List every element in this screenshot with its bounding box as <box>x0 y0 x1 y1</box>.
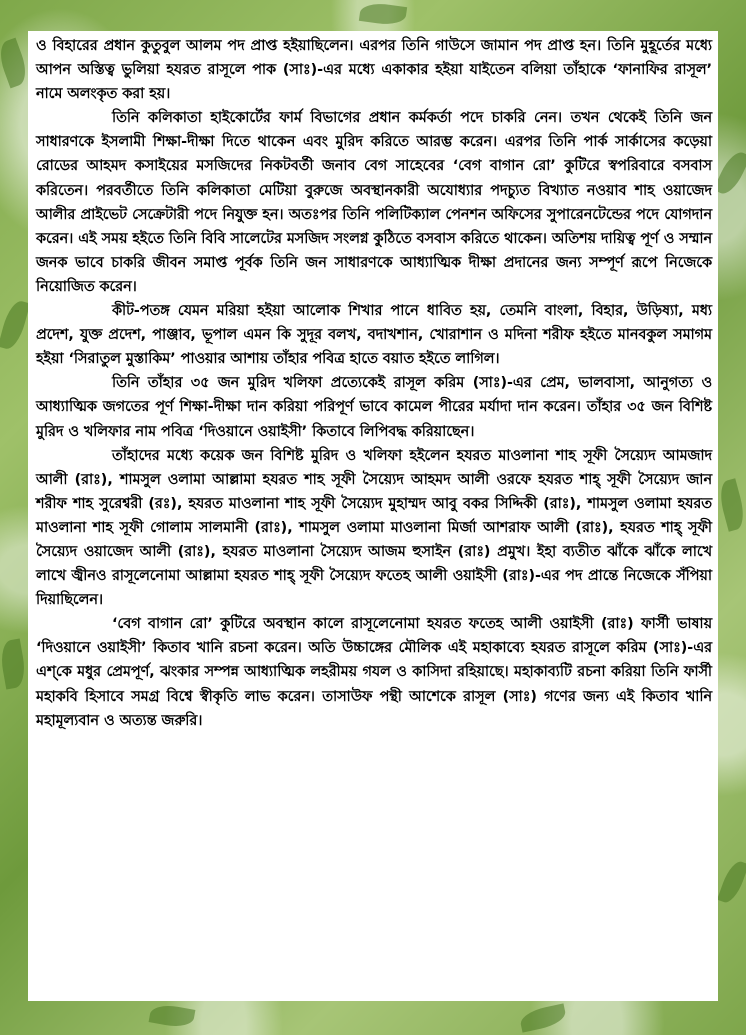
paragraph-4: তিনি তাঁহার ৩৫ জন মুরিদ খলিফা প্রত্যেকেই রাসূল করিম (সাঃ)-এর প্রেম, ভালবাসা, আনুগত্য ও আধ্যাত্মিক জগতের পূর্ণ শিক্ষা-দীক্ষা দান করিয়া পরিপূর্ণ ভাবে কামেল পীরের মর্যাদা দান করেন। তাঁহার ৩৫ জন বিশিষ্ট মুরিদ ও খলিফার নাম পবিত্র ‘দিওয়ানে ওয়াইসী’ কিতাবে লিপিবদ্ধ করিয়াছেন। <box>36 375 712 440</box>
document-page <box>28 31 718 1001</box>
leaf-decoration <box>0 38 31 89</box>
leaf-decoration <box>717 858 746 906</box>
leaf-decoration <box>359 1 407 27</box>
paragraph-3: কীট-পতঙ্গ যেমন মরিয়া হইয়া আলোক শিখার পানে ধাবিত হয়, তেমনি বাংলা, বিহার, উড়িষ্যা, মধ্য প্রদেশ, যুক্ত প্রদেশ, পাঞ্জাব, ভূপাল এমন কি সুদূর বলখ, বদাখশান, খোরাশান ও মদিনা শরীফ হইতে মানবকুল সমাগম হইয়া ‘সিরাতুল মুস্তাকিম’ পাওয়ার আশায় তাঁহার পবিত্র হাতে বয়াত হইতে লাগিল। <box>36 303 712 368</box>
paragraph-5: তাঁহাদের মধ্যে কয়েক জন বিশিষ্ট মুরিদ ও খলিফা হইলেন হযরত মাওলানা শাহ সূফী সৈয়্যেদ আমজাদ আলী (রাঃ), শামসুল ওলামা আল্লামা হযরত শাহ সূফী সৈয়্যেদ আহমদ আলী ওরফে হযরত শাহ্ সূফী সৈয়্যেদ জান শরীফ শাহ সুরেশ্বরী (রঃ), হযরত মাওলানা শাহ সূফী সৈয়্যেদ মুহাম্মদ আবু বকর সিদ্দিকী (রাঃ), শামসুল ওলামা হযরত মাওলানা শাহ সূফী গোলাম সালমানী (রাঃ), শামসুল ওলামা মাওলানা মির্জা আশরাফ আলী (রাঃ), হযরত শাহ্ সূফী সৈয়্যেদ ওয়াজেদ আলী (রাঃ), হযরত মাওলানা সৈয়্যেদ আজম হুসাইন (রাঃ) প্রমুখ। ইহা ব্যতীত ঝাঁকে ঝাঁকে লাখে লাখে জ্বীনও রাসূলেনোমা আল্লামা হযরত শাহ্ সূফী সৈয়্যেদ ফতেহ আলী ওয়াইসী (রাঃ)-এর পদ প্রান্তে নিজেকে সঁপিয়া দিয়াছিলেন। <box>36 447 712 609</box>
paragraph-2: তিনি কলিকাতা হাইকোর্টের ফার্ম বিভাগের প্রধান কর্মকর্তা পদে চাকরি নেন। তখন থেকেই তিনি জন সাধারণকে ইসলামী শিক্ষা-দীক্ষা দিতে থাকেন এবং মুরিদ করিতে আরম্ভ করেন। এরপর তিনি পার্ক সার্কাসের কড়েয়া রোডের আহমদ কসাইয়ের মসজিদের নিকটবর্তী জনাব বেগ সাহেবের ‘বেগ বাগান রো’ কুটিরে স্বপরিবারে বসবাস করিতেন। পরবর্তীতে তিনি কলিকাতা মেটিয়া বুরুজে অবস্থানকারী অযোধ্যার পদচ্যুত বিখ্যাত নওয়াব শাহ ওয়াজেদ আলীর প্রাইভেট সেক্রেটারী পদে নিযুক্ত হন। অতঃপর তিনি পলিটিক্যাল পেনশন অফিসের সুপারেনটেন্ডের পদে যোগদান করেন। এই সময় হইতে তিনি বিবি সালেটের মসজিদ সংলগ্ন কুঠিতে বসবাস করিতে থাকেন। অতিশয় দায়িত্ব পূর্ণ ও সম্মান জনক ভাবে চাকরি জীবন সমাপ্ত পূর্বক তিনি জন সাধারণকে আধ্যাত্মিক দীক্ষা প্রদানের জন্য সম্পূর্ণ রূপে নিজেকে নিয়োজিত করেন। <box>36 110 712 295</box>
paragraph-1: ও বিহারের প্রধান কুতুবুল আলম পদ প্রাপ্ত হইয়াছিলেন। এরপর তিনি গাউসে জামান পদ প্রাপ্ত হন। তিনি মুহূর্তের মধ্যে আপন অস্তিত্ব ভুলিয়া হযরত রাসূলে পাক (সাঃ)-এর মধ্যে একাকার হইয়া যাইতেন বলিয়া তাঁহাকে ‘ফানাফির রাসূল’ নামে অলংকৃত করা হয়। <box>36 38 712 103</box>
leaf-decoration <box>713 148 746 198</box>
leaf-decoration <box>716 478 746 531</box>
leaf-decoration <box>0 298 30 351</box>
leaf-decoration <box>518 1003 567 1032</box>
paragraph-6: ‘বেগ বাগান রো’ কুটিরে অবস্থান কালে রাসূলেনোমা হযরত ফতেহ আলী ওয়াইসী (রাঃ) ফার্সী ভাষায় ‘দিওয়ানে ওয়াইসী’ কিতাব খানি রচনা করেন। অতি উচ্চাঙ্গের মৌলিক এই মহাকাব্যে হযরত রাসূলে করিম (সাঃ)-এর এশ্‌কে মধুর প্রেমপূর্ণ, ঝংকার সম্পন্ন আধ্যাত্মিক লহরীময় গযল ও কাসিদা রহিয়াছে। মহাকাব্যটি রচনা করিয়া তিনি ফার্সী মহাকবি হিসাবে সমগ্র বিশ্বে স্বীকৃতি লাভ করেন। তাসাউফ পন্থী আশেকে রাসূল (সাঃ) গণের জন্য এই কিতাব খানি মহামূল্যবান ও অত্যন্ত জরুরি। <box>36 616 712 729</box>
leaf-decoration <box>0 638 28 689</box>
leaf-decoration <box>149 1002 196 1029</box>
